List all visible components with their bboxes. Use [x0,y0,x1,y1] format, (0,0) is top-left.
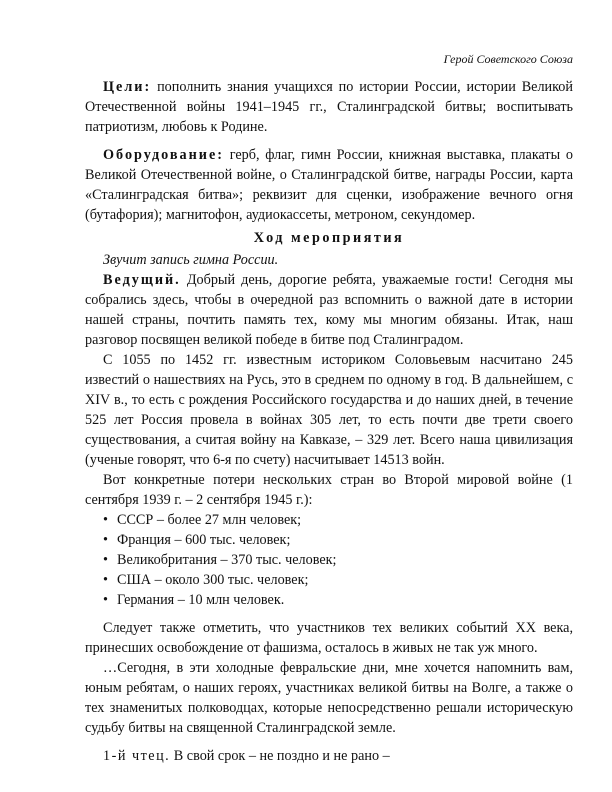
list-item: • Франция – 600 тыс. человек; [103,530,573,550]
equipment-label: Оборудование: [103,147,224,163]
section-title: Ход мероприятия [253,230,405,246]
running-header: Герой Советского Союза [443,52,573,66]
losses-list [85,510,573,610]
reader-text: В свой срок – не поздно и не рано – [170,748,390,764]
stage-direction: Звучит запись гимна России. [103,252,279,268]
equipment-paragraph [85,145,573,225]
goals-label: Цели: [103,79,152,95]
reader-label: 1-й чтец. [103,748,171,764]
document-page [85,52,573,766]
history-paragraph: С 1055 по 1452 гг. известным историком Соловьевым насчитано 245 известий о нашествиях на Русь, это в среднем по одному в год. В дальнейшем, с XIV в., то есть с рождения Российского государства и до наших дней, в течение 525 лет Россия провела в войнах 305 лет, то есть почти две трети своего существования, а считая войну на Кавказе, – 329 лет. Всего наша цивилизация (ученые говорят, что 6-я по счету) насчитывает 14513 войн. [85,352,573,468]
equipment-text: герб, флаг, гимн России, книжная выставка, плакаты о Великой Отечественной войне, о Сталинградской битве, награды России, карта «Сталинградская битва»; реквизит для сценки, изображение вечного огня (бутафория); магнитофон, аудиокассеты, метроном, секундомер. [85,147,573,223]
goals-text: пополнить знания учащихся по истории России, истории Великой Отечественной войны 1941–1945 гг., Сталинградской битвы; воспитывать патриотизм, любовь к Родине. [85,79,573,135]
host-text: Добрый день, дорогие ребята, уважаемые гости! Сегодня мы собрались здесь, чтобы в очередной раз вспомнить о важной дате в истории нашей страны, почтить память тех, кому мы многим обязаны. Итак, наш разговор посвящен великой победе в битве под Сталинградом. [85,272,573,348]
list-item: • Великобритания – 370 тыс. человек; [103,550,573,570]
host-label: Ведущий. [103,272,181,288]
today-paragraph: …Сегодня, в эти холодные февральские дни, мне хочется напомнить вам, юным ребятам, о наших героях, участниках великой битвы на Волге, а также о тех знаменитых полководцах, которые непосредственно решали историческую судьбу битвы на священной Сталинградской земле. [85,660,573,736]
list-item: • Германия – 10 млн человек. [103,590,573,610]
reader-paragraph [85,746,573,766]
list-item: • СССР – более 27 млн человек; [103,510,573,530]
veterans-paragraph: Следует также отметить, что участников тех великих событий XX века, принесших освобождение от фашизма, осталось в живых не так уж много. [85,620,573,656]
goals-paragraph [85,77,573,137]
host-paragraph [85,270,573,350]
losses-paragraph: Вот конкретные потери нескольких стран во Второй мировой войне (1 сентября 1939 г. – 2 сентября 1945 г.): [85,472,573,508]
list-item: • США – около 300 тыс. человек; [103,570,573,590]
